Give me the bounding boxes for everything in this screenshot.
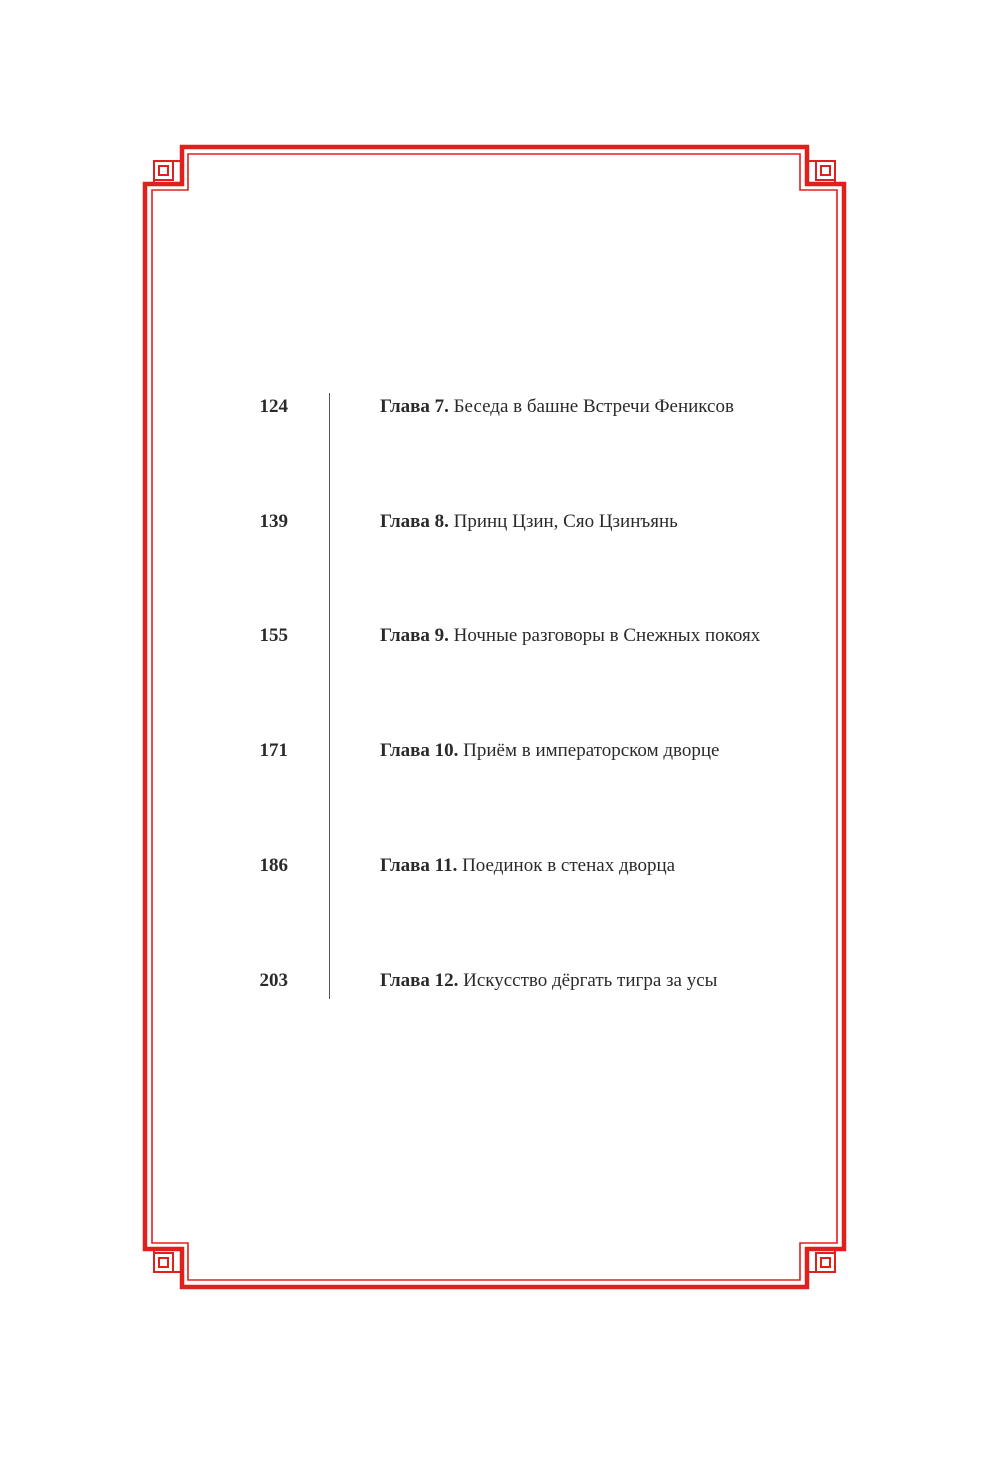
toc-chapter-label: Глава 10. [380,740,459,761]
toc-page-number: 139 [259,511,288,532]
toc-chapter-title: Беседа в башне Встречи Фениксов [453,396,734,417]
toc-chapter-title: Искусство дёргать тигра за усы [463,970,718,991]
toc-chapter-label: Глава 9. [380,625,449,646]
toc-entry[interactable] [0,736,1000,766]
toc-chapter-title: Ночные разговоры в Снежных покоях [453,625,761,646]
toc-chapter [380,507,678,537]
toc-chapter [380,392,734,422]
toc-page-number: 203 [259,970,288,991]
toc-page-number: 171 [259,740,288,761]
toc-chapter [380,621,760,651]
toc-entry[interactable] [0,966,1000,996]
toc-entry[interactable] [0,851,1000,881]
toc-page-number: 124 [259,396,288,417]
toc-chapter [380,966,717,996]
toc-divider-line [329,393,330,999]
toc-entry[interactable] [0,392,1000,422]
toc-chapter-title: Принц Цзин, Сяо Цзинъянь [453,511,678,532]
toc-page-number: 155 [259,625,288,646]
toc-entry[interactable] [0,507,1000,537]
toc-chapter [380,736,719,766]
toc-chapter-label: Глава 11. [380,855,458,876]
toc-chapter-label: Глава 8. [380,511,449,532]
toc-chapter-label: Глава 7. [380,396,449,417]
toc-chapter-title: Поединок в стенах дворца [462,855,676,876]
toc-entry[interactable] [0,621,1000,651]
toc-chapter [380,851,675,881]
toc-page-number: 186 [259,855,288,876]
toc-chapter-title: Приём в императорском дворце [463,740,720,761]
toc-chapter-label: Глава 12. [380,970,459,991]
